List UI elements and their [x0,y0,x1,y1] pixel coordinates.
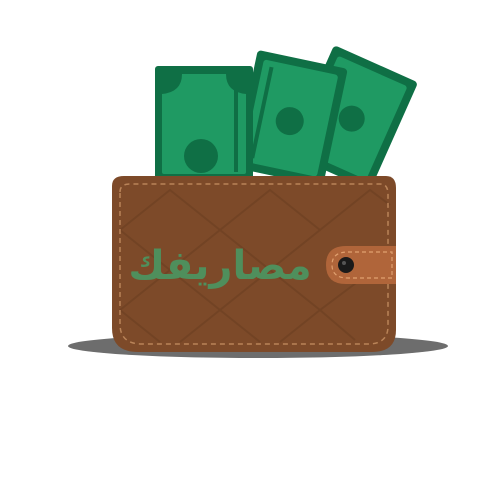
clasp-button [338,257,354,273]
brand-name: مصاريفك [128,243,312,289]
banknote-1 [155,66,253,182]
banknotes [155,45,418,190]
wallet-clasp [326,246,396,284]
